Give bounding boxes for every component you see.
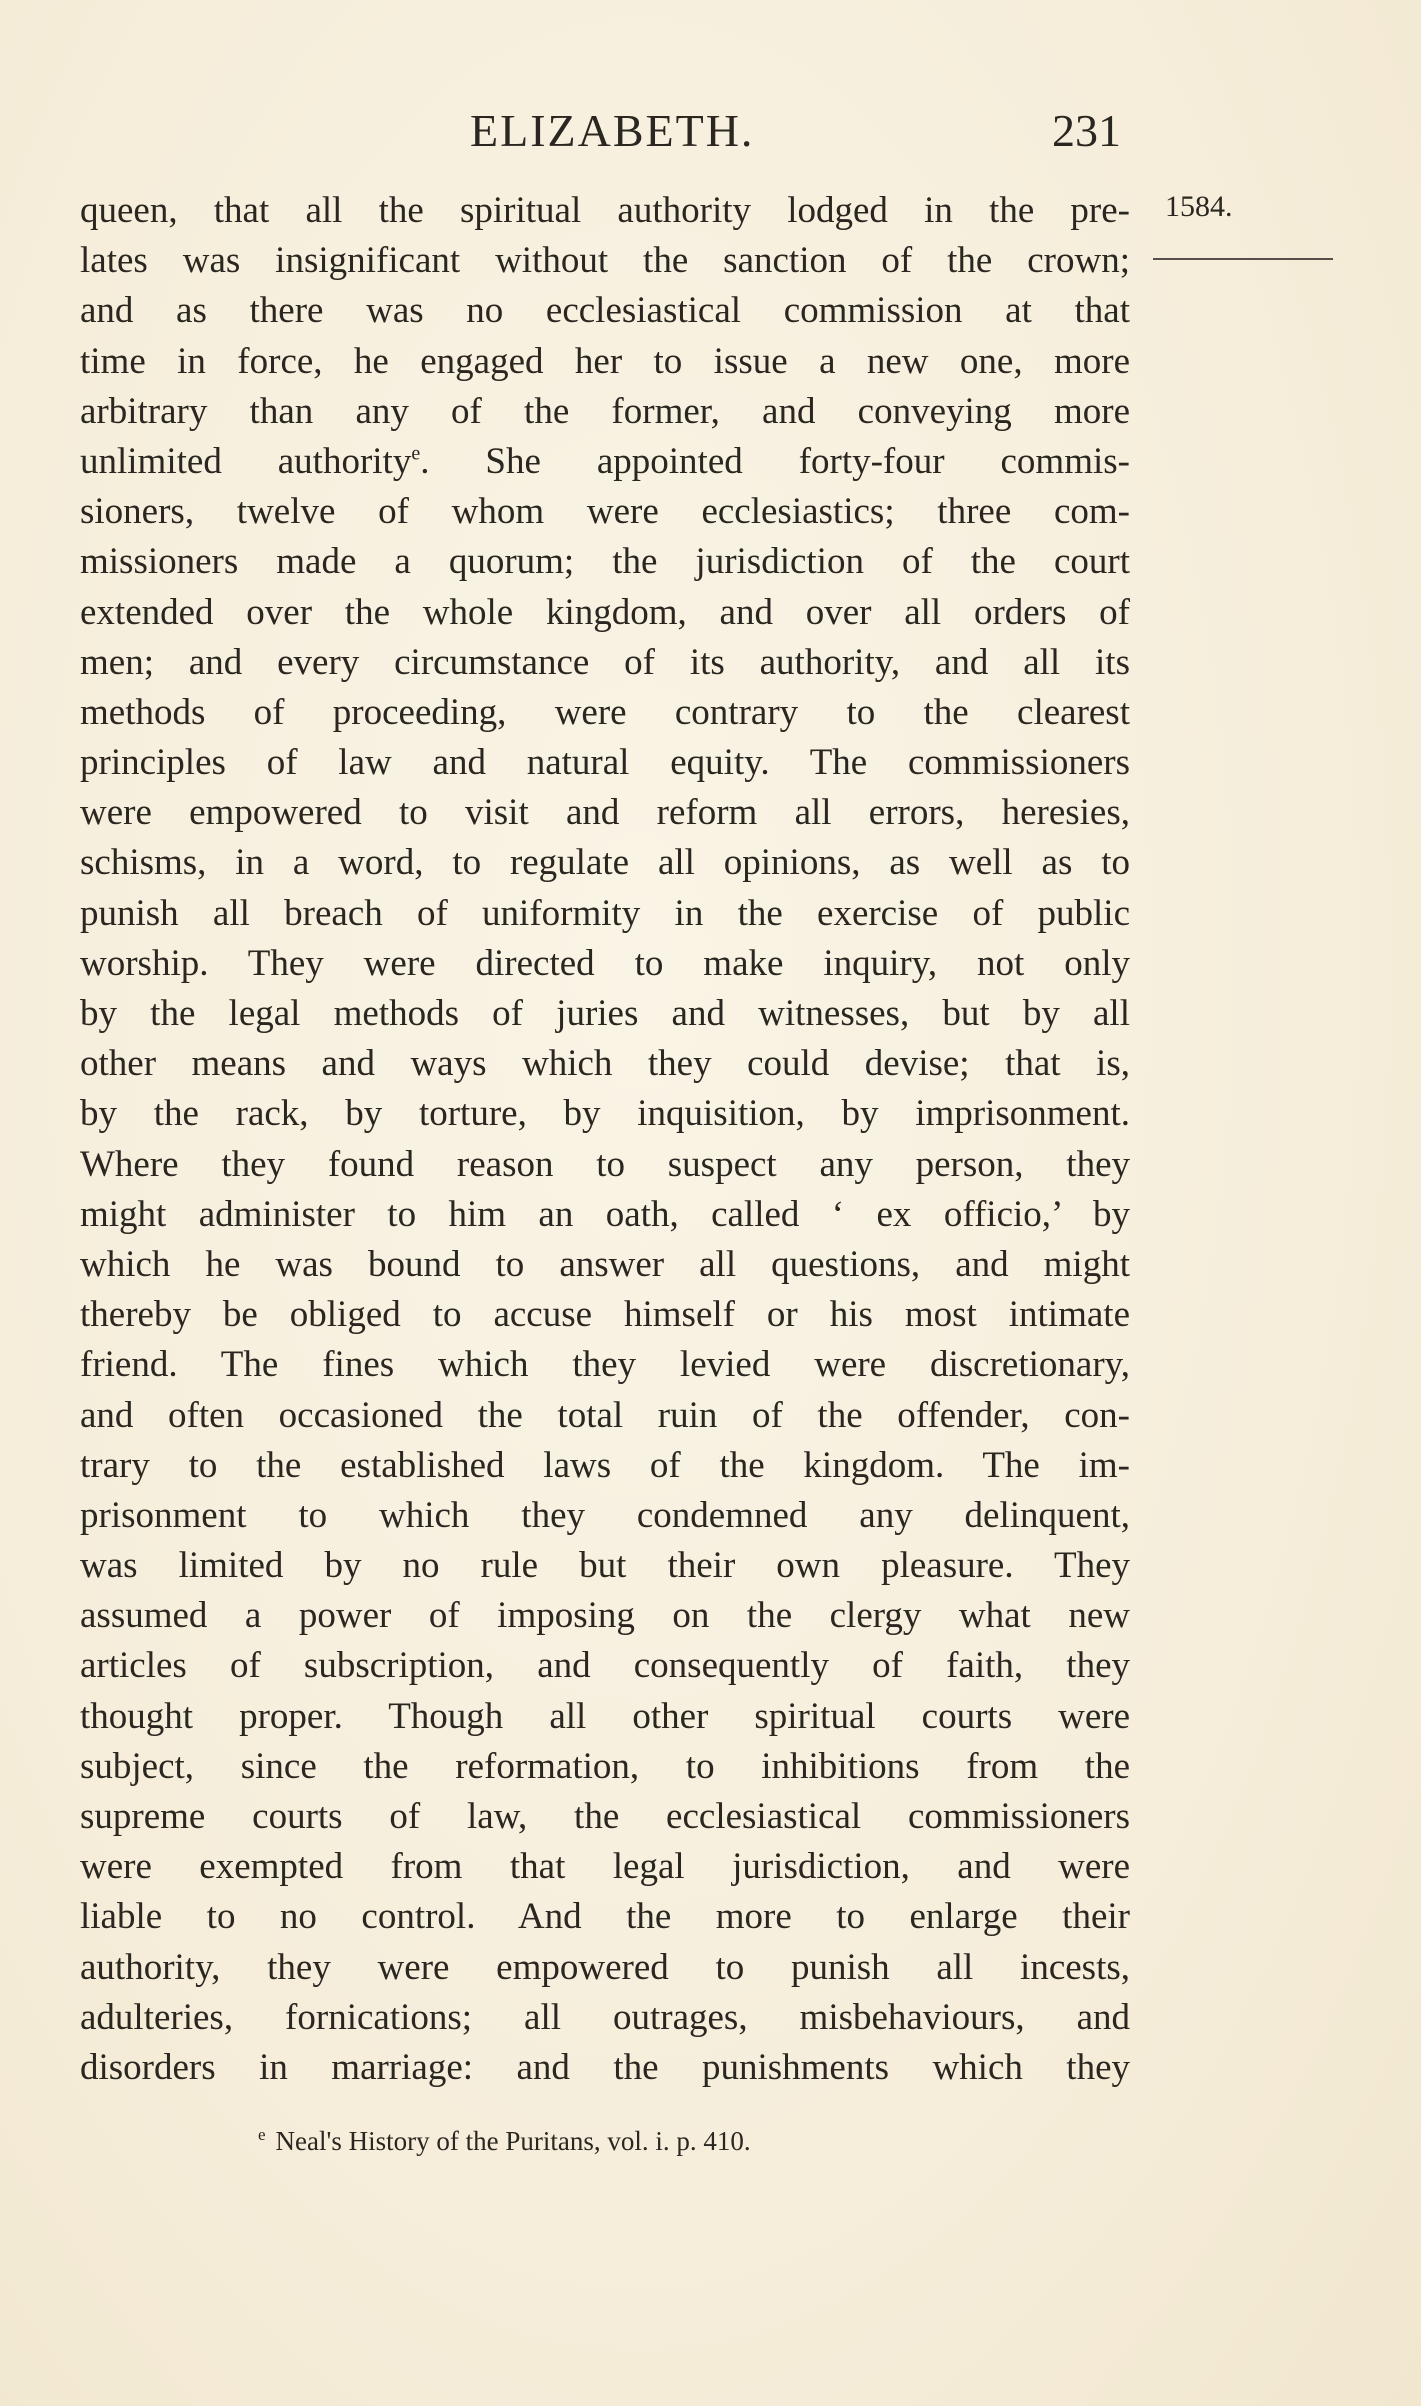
text-line-with-footnote-ref — [80, 437, 1130, 487]
running-head-title: ELIZABETH. — [470, 105, 755, 156]
footnote-text: Neal's History of the Puritans, vol. i. p. 410. — [275, 2126, 751, 2156]
text-line: supreme courts of law, the ecclesiastical commissioners — [80, 1796, 1130, 1837]
text-line: extended over the whole kingdom, and over all orders of — [80, 591, 1130, 633]
text-line: worship. They were directed to make inquiry, not only — [80, 942, 1130, 984]
text-line: authority, they were empowered to punish all incests, — [80, 1946, 1130, 1988]
text-line: methods of proceeding, were contrary to the clearest — [80, 691, 1130, 733]
text-line: sioners, twelve of whom were ecclesiastics; three com- — [80, 491, 1130, 533]
text-line: might administer to him an oath, called ‘ ex officio,’ by — [80, 1193, 1130, 1235]
text-line: was limited by no rule but their own pleasure. They — [80, 1545, 1130, 1587]
text-line: Where they found reason to suspect any person, they — [80, 1143, 1130, 1185]
text-line: subject, since the reformation, to inhibitions from the — [80, 1745, 1130, 1787]
margin-year-note: 1584. — [1165, 190, 1233, 223]
text-line: assumed a power of imposing on the clergy what new — [80, 1595, 1130, 1637]
text-line: prisonment to which they condemned any delinquent, — [80, 1494, 1130, 1536]
text-line: articles of subscription, and consequently of faith, they — [80, 1645, 1130, 1687]
text-line: thereby be obliged to accuse himself or his most intimate — [80, 1294, 1130, 1336]
text-line: arbitrary than any of the former, and conveying more — [80, 390, 1130, 432]
text-line: queen, that all the spiritual authority lodged in the pre- — [80, 190, 1130, 231]
text-line: time in force, he engaged her to issue a new one, more — [80, 340, 1130, 382]
text-line-part: unlimited authority — [80, 440, 412, 482]
text-line: trary to the established laws of the kingdom. The im- — [80, 1444, 1130, 1486]
footnote — [258, 2126, 751, 2157]
text-line: schisms, in a word, to regulate all opinions, as well as to — [80, 842, 1130, 884]
text-line: lates was insignificant without the sanction of the crown; — [80, 240, 1130, 282]
text-line: liable to no control. And the more to enlarge their — [80, 1896, 1130, 1938]
text-line: missioners made a quorum; the jurisdiction of the court — [80, 541, 1130, 583]
page-number: 231 — [1052, 105, 1121, 156]
text-line: and often occasioned the total ruin of the offender, con- — [80, 1394, 1130, 1436]
text-line: principles of law and natural equity. The commissioners — [80, 742, 1130, 784]
footnote-mark: e — [258, 2125, 266, 2144]
text-line: were exempted from that legal jurisdiction, and were — [80, 1846, 1130, 1888]
text-line: by the rack, by torture, by inquisition, by imprisonment. — [80, 1093, 1130, 1135]
text-line: which he was bound to answer all questions, and might — [80, 1243, 1130, 1285]
text-line: other means and ways which they could devise; that is, — [80, 1043, 1130, 1085]
text-line: were empowered to visit and reform all errors, heresies, — [80, 792, 1130, 834]
body-text — [80, 186, 1130, 2093]
text-line: disorders in marriage: and the punishments which they — [80, 2046, 1130, 2088]
text-line: by the legal methods of juries and witnesses, but by all — [80, 993, 1130, 1034]
text-line: punish all breach of uniformity in the exercise of public — [80, 892, 1130, 934]
text-line: friend. The fines which they levied were discretionary, — [80, 1344, 1130, 1386]
text-line: adulteries, fornications; all outrages, misbehaviours, and — [80, 1996, 1130, 2038]
footnote-reference-mark: e — [411, 442, 421, 465]
margin-rule-divider — [1153, 258, 1333, 260]
text-line-part: . She appointed forty-four commis- — [420, 440, 1130, 482]
text-line: and as there was no ecclesiastical commission at that — [80, 290, 1130, 332]
text-line: men; and every circumstance of its authority, and all its — [80, 641, 1130, 683]
text-line: thought proper. Though all other spiritual courts were — [80, 1695, 1130, 1737]
